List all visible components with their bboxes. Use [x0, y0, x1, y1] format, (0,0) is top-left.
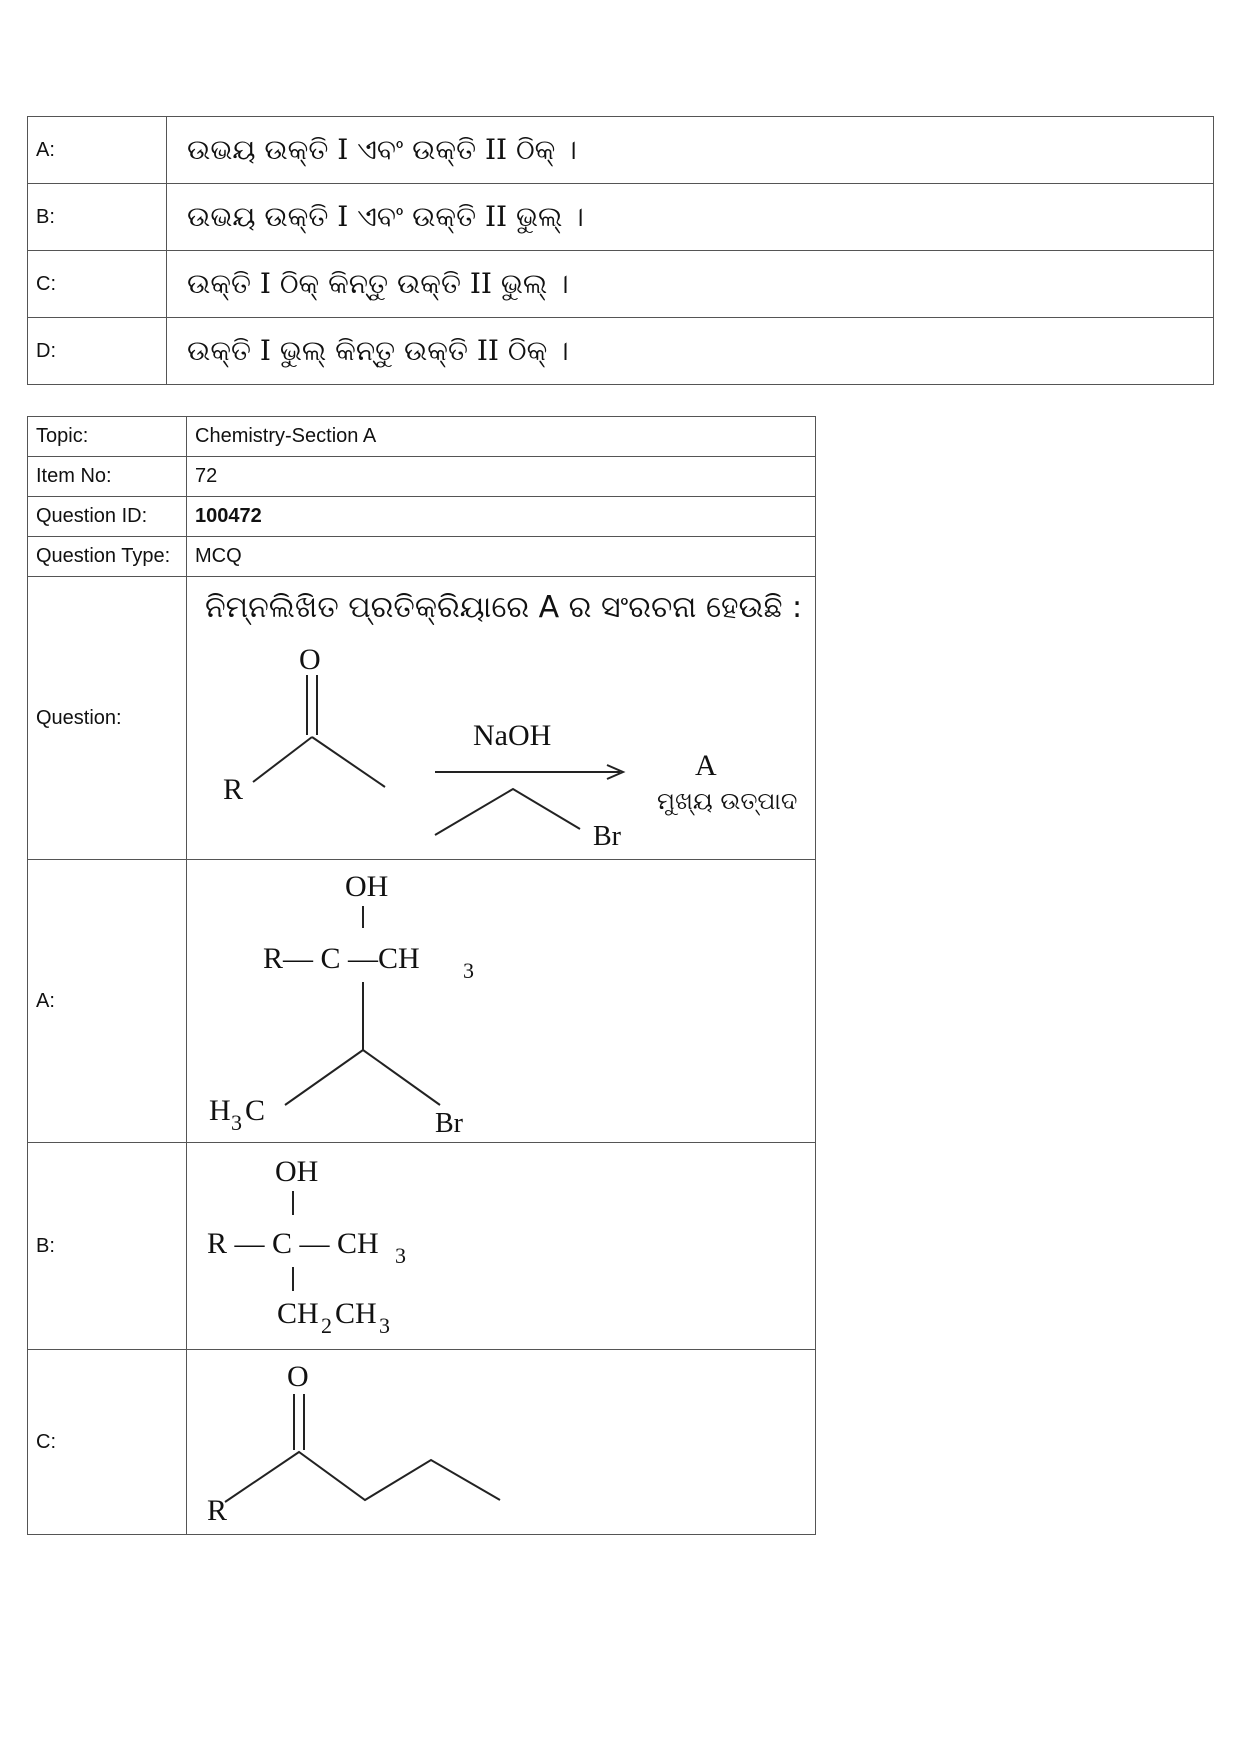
question-text: ନିମ୍ନଲିଖିତ ପ୍ରତିକ୍ରିୟାରେ A ର ସଂରଚନା ହେଉଛି :: [205, 590, 803, 625]
option-row: [28, 184, 1214, 251]
item-label: Item No:: [28, 457, 187, 497]
product-a: A: [695, 749, 717, 782]
a-h3c-h: H: [209, 1094, 231, 1127]
answer-c-diagram: [195, 1350, 815, 1528]
c-chain-bonds: [225, 1452, 500, 1502]
reactant-oxygen: O: [299, 643, 321, 676]
option-text: ଉକ୍ତି I ଭୁଲ୍ କିନ୍ତୁ ଉକ୍ତି II ଠିକ୍ ।: [167, 318, 1214, 385]
option-label: A:: [28, 117, 167, 184]
b-ch3: CH: [335, 1297, 377, 1330]
answer-b-row: [28, 1143, 816, 1350]
question-type-label: Question Type:: [28, 537, 187, 577]
b-main-chain: R — C — CH: [207, 1227, 379, 1260]
b-oh: OH: [275, 1155, 319, 1188]
option-label: C:: [28, 251, 167, 318]
answer-a-diagram: [195, 860, 815, 1136]
reagent-br: Br: [593, 821, 621, 852]
question-type-value: MCQ: [187, 537, 816, 577]
c-oxygen: O: [287, 1360, 309, 1393]
answer-c-structure[interactable]: [187, 1350, 816, 1535]
question-id-row: [28, 497, 816, 537]
reactant-r: R: [223, 773, 244, 806]
a-h3c-c: C: [245, 1094, 266, 1127]
answer-a-row: [28, 860, 816, 1143]
option-text: ଉଭୟ ଉକ୍ତି I ଏବଂ ଉକ୍ତି II ଭୁଲ୍ ।: [167, 184, 1214, 251]
option-row: [28, 117, 1214, 184]
question-row: [28, 577, 816, 860]
reaction-diagram: [195, 577, 815, 853]
topic-row: [28, 417, 816, 457]
r-bond: [253, 737, 312, 782]
answer-a-structure[interactable]: [187, 860, 816, 1143]
question-id-value: 100472: [187, 497, 816, 537]
methyl-bond: [312, 737, 385, 787]
item-value: 72: [187, 457, 816, 497]
item-row: [28, 457, 816, 497]
option-text: ଉଭୟ ଉକ୍ତି I ଏବଂ ଉକ୍ତି II ଠିକ୍ ।: [167, 117, 1214, 184]
answer-a-label: A:: [28, 860, 187, 1143]
b-sub2: 2: [321, 1313, 332, 1338]
b-ch2: CH: [277, 1297, 319, 1330]
a-h3c-sub: 3: [231, 1110, 242, 1135]
previous-options-table: [27, 116, 1214, 385]
question-label: Question:: [28, 577, 187, 860]
reagent-naoh: NaOH: [473, 719, 552, 752]
answer-b-diagram: [195, 1143, 815, 1343]
topic-label: Topic:: [28, 417, 187, 457]
product-note: ମୁଖ୍ୟ ଉତ୍ପାଦ: [657, 787, 798, 815]
b-sub3: 3: [395, 1243, 406, 1268]
option-label: B:: [28, 184, 167, 251]
a-br: Br: [435, 1108, 463, 1136]
a-main-chain: R— C —CH: [263, 942, 420, 975]
answer-c-row: [28, 1350, 816, 1535]
topic-value: Chemistry-Section A: [187, 417, 816, 457]
option-text: ଉକ୍ତି I ଠିକ୍ କିନ୍ତୁ ଉକ୍ତି II ଭୁଲ୍ ।: [167, 251, 1214, 318]
question-id-label: Question ID:: [28, 497, 187, 537]
question-content: [187, 577, 816, 860]
ethyl-bromide-bonds: [435, 789, 580, 835]
a-branch-bonds: [285, 1050, 440, 1105]
question-table: [27, 416, 816, 1535]
answer-c-label: C:: [28, 1350, 187, 1535]
c-r: R: [207, 1494, 228, 1527]
option-row: [28, 318, 1214, 385]
option-label: D:: [28, 318, 167, 385]
answer-b-label: B:: [28, 1143, 187, 1350]
a-oh: OH: [345, 870, 389, 903]
answer-b-structure[interactable]: [187, 1143, 816, 1350]
a-sub3: 3: [463, 958, 474, 983]
b-sub3b: 3: [379, 1313, 390, 1338]
option-row: [28, 251, 1214, 318]
question-type-row: [28, 537, 816, 577]
